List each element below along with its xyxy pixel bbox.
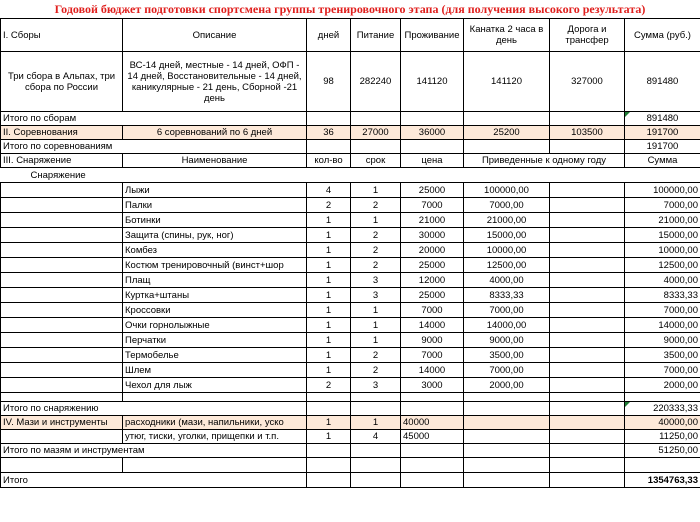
table-row — [1, 273, 700, 288]
equipment-col-per-year[interactable]: Приведенные к одному году — [464, 154, 625, 168]
equipment-item-sum[interactable]: 12500,00 — [625, 258, 700, 273]
equipment-sub-label[interactable]: Снаряжение — [30, 169, 86, 181]
table-row — [1, 198, 700, 213]
grand-total-label[interactable]: Итого — [1, 473, 307, 488]
equipment-item-name[interactable]: Шлем — [123, 363, 307, 378]
equipment-item-sum[interactable]: 7000,00 — [625, 198, 700, 213]
equipment-row-blank[interactable] — [550, 348, 625, 363]
grand-total[interactable]: 1354763,33 — [625, 473, 700, 488]
equipment-item-per-year[interactable]: 2000,00 — [464, 378, 550, 393]
equipment-item-per-year[interactable]: 21000,00 — [464, 213, 550, 228]
equipment-item-qty[interactable]: 1 — [307, 273, 351, 288]
sbory-sum[interactable]: 891480 — [625, 52, 700, 112]
equipment-item-term[interactable]: 3 — [351, 378, 401, 393]
equipment-col-term[interactable]: срок — [351, 154, 401, 168]
equipment-row-blank[interactable] — [1, 348, 123, 363]
sbory-total[interactable]: 891480 — [625, 112, 700, 126]
table-row — [1, 288, 700, 303]
equipment-row-blank[interactable] — [1, 183, 123, 198]
equipment-item-per-year[interactable]: 14000,00 — [464, 318, 550, 333]
header-sbory[interactable]: I. Сборы — [1, 19, 123, 52]
equipment-item-qty[interactable]: 4 — [307, 183, 351, 198]
equipment-item-price[interactable]: 3000 — [401, 378, 464, 393]
equipment-item-price[interactable]: 7000 — [401, 348, 464, 363]
equipment-row-blank[interactable] — [550, 303, 625, 318]
equipment-label[interactable]: III. Снаряжение — [1, 154, 123, 168]
header-pitanie[interactable]: Питание — [351, 19, 401, 52]
ointments-total-label[interactable]: Итого по мазям и инструментам — [1, 444, 307, 458]
equipment-item-price[interactable]: 21000 — [401, 213, 464, 228]
equipment-item-name[interactable]: Термобелье — [123, 348, 307, 363]
equipment-item-per-year[interactable]: 100000,00 — [464, 183, 550, 198]
equipment-item-price[interactable]: 9000 — [401, 333, 464, 348]
table-row — [1, 228, 700, 243]
equipment-item-name[interactable]: Лыжи — [123, 183, 307, 198]
equipment-item-qty[interactable]: 1 — [307, 348, 351, 363]
sbory-lodging[interactable]: 141120 — [401, 52, 464, 112]
equipment-row-blank[interactable] — [550, 243, 625, 258]
equipment-item-per-year[interactable]: 7000,00 — [464, 363, 550, 378]
equipment-item-sum[interactable]: 15000,00 — [625, 228, 700, 243]
equipment-item-sum[interactable]: 100000,00 — [625, 183, 700, 198]
equipment-item-term[interactable]: 2 — [351, 228, 401, 243]
equipment-row-blank[interactable] — [1, 378, 123, 393]
equipment-item-price[interactable]: 14000 — [401, 318, 464, 333]
competitions-label[interactable]: II. Соревнования — [1, 126, 123, 140]
equipment-item-qty[interactable]: 2 — [307, 198, 351, 213]
equipment-item-sum[interactable]: 7000,00 — [625, 303, 700, 318]
equipment-item-name[interactable]: Ботинки — [123, 213, 307, 228]
competitions-description[interactable]: 6 соревнований по 6 дней — [123, 126, 307, 140]
header-summa[interactable]: Сумма (руб.) — [625, 19, 700, 52]
ointments-row2-name[interactable]: утюг, тиски, уголки, прищепки и т.п. — [123, 430, 307, 444]
equipment-item-term[interactable]: 1 — [351, 213, 401, 228]
equipment-col-qty[interactable]: кол-во — [307, 154, 351, 168]
equipment-item-qty[interactable]: 1 — [307, 333, 351, 348]
equipment-item-sum[interactable]: 10000,00 — [625, 243, 700, 258]
equipment-row-blank[interactable] — [1, 228, 123, 243]
equipment-item-term[interactable]: 1 — [351, 333, 401, 348]
sbory-lift[interactable]: 141120 — [464, 52, 550, 112]
equipment-item-price[interactable]: 25000 — [401, 183, 464, 198]
ointments-row2-sum[interactable]: 11250,00 — [625, 430, 700, 444]
equipment-item-term[interactable]: 1 — [351, 303, 401, 318]
equipment-item-name[interactable]: Перчатки — [123, 333, 307, 348]
equipment-row-blank[interactable] — [550, 378, 625, 393]
sbory-travel[interactable]: 327000 — [550, 52, 625, 112]
equipment-item-name[interactable]: Кроссовки — [123, 303, 307, 318]
equipment-item-term[interactable]: 1 — [351, 318, 401, 333]
header-opisanie[interactable]: Описание — [123, 19, 307, 52]
equipment-item-per-year[interactable]: 3500,00 — [464, 348, 550, 363]
header-doroga[interactable]: Дорога и трансфер — [550, 19, 625, 52]
sbory-food[interactable]: 282240 — [351, 52, 401, 112]
ointments-row1-price[interactable]: 40000 — [401, 416, 464, 430]
equipment-item-per-year[interactable]: 4000,00 — [464, 273, 550, 288]
ointments-row2-term[interactable]: 4 — [351, 430, 401, 444]
equipment-item-sum[interactable]: 7000,00 — [625, 363, 700, 378]
header-prozhivanie[interactable]: Проживание — [401, 19, 464, 52]
competitions-sum[interactable]: 191700 — [625, 126, 700, 140]
sbory-name[interactable]: Три сбора в Альпах, три сбора по России — [1, 52, 123, 112]
equipment-item-price[interactable]: 25000 — [401, 258, 464, 273]
sbory-days[interactable]: 98 — [307, 52, 351, 112]
equipment-row-blank[interactable] — [1, 243, 123, 258]
equipment-row-blank[interactable] — [550, 228, 625, 243]
ointments-row2-price[interactable]: 45000 — [401, 430, 464, 444]
equipment-row-blank[interactable] — [1, 318, 123, 333]
ointments-label[interactable]: IV. Мази и инструменты — [1, 416, 123, 430]
equipment-item-name[interactable]: Плащ — [123, 273, 307, 288]
equipment-row-blank[interactable] — [1, 273, 123, 288]
table-row — [1, 213, 700, 228]
equipment-item-sum[interactable]: 21000,00 — [625, 213, 700, 228]
equipment-row-blank[interactable] — [550, 363, 625, 378]
equipment-item-name[interactable]: Куртка+штаны — [123, 288, 307, 303]
equipment-item-term[interactable]: 2 — [351, 363, 401, 378]
budget-table — [0, 18, 700, 488]
equipment-rows — [1, 183, 700, 393]
page-title: Годовой бюджет подготовки спортсмена группы тренировочного этапа (для получения высокого результата) — [54, 2, 646, 16]
table-row — [1, 258, 700, 273]
equipment-item-price[interactable]: 12000 — [401, 273, 464, 288]
competitions-food[interactable]: 27000 — [351, 126, 401, 140]
equipment-item-price[interactable]: 25000 — [401, 288, 464, 303]
equipment-item-sum[interactable]: 14000,00 — [625, 318, 700, 333]
equipment-item-name[interactable]: Костюм тренировочный (винст+шор — [123, 258, 307, 273]
equipment-row-blank[interactable] — [550, 258, 625, 273]
sbory-total-label[interactable]: Итого по сборам — [1, 112, 307, 126]
sbory-description[interactable]: ВС-14 дней, местные - 14 дней, ОФП - 14 дней, Восстановительные - 14 дней, каникулярные - 21 день, Сборной -21 день — [123, 52, 307, 112]
equipment-col-sum[interactable]: Сумма — [625, 154, 700, 168]
equipment-row-blank[interactable] — [550, 288, 625, 303]
equipment-item-per-year[interactable]: 12500,00 — [464, 258, 550, 273]
competitions-travel[interactable]: 103500 — [550, 126, 625, 140]
equipment-item-qty[interactable]: 1 — [307, 258, 351, 273]
competitions-total[interactable]: 191700 — [625, 140, 700, 154]
equipment-row-blank[interactable] — [550, 183, 625, 198]
equipment-item-name[interactable]: Комбез — [123, 243, 307, 258]
table-row — [1, 348, 700, 363]
ointments-row2-qty[interactable]: 1 — [307, 430, 351, 444]
equipment-item-name[interactable]: Палки — [123, 198, 307, 213]
ointments-row1-name[interactable]: расходники (мази, напильники, уско — [123, 416, 307, 430]
equipment-item-qty[interactable]: 1 — [307, 303, 351, 318]
competitions-total-label[interactable]: Итого по соревнованиям — [1, 140, 307, 154]
equipment-total[interactable]: 220333,33 — [625, 402, 700, 416]
equipment-col-price[interactable]: цена — [401, 154, 464, 168]
table-row — [1, 378, 700, 393]
ointments-row1-term[interactable]: 1 — [351, 416, 401, 430]
equipment-item-per-year[interactable]: 8333,33 — [464, 288, 550, 303]
equipment-item-sum[interactable]: 4000,00 — [625, 273, 700, 288]
equipment-item-sum[interactable]: 9000,00 — [625, 333, 700, 348]
equipment-item-per-year[interactable]: 10000,00 — [464, 243, 550, 258]
table-row — [1, 318, 700, 333]
equipment-item-term[interactable]: 2 — [351, 243, 401, 258]
equipment-item-per-year[interactable]: 7000,00 — [464, 198, 550, 213]
equipment-item-qty[interactable]: 1 — [307, 288, 351, 303]
equipment-row-blank[interactable] — [1, 363, 123, 378]
equipment-item-qty[interactable]: 1 — [307, 213, 351, 228]
table-row — [1, 243, 700, 258]
equipment-item-price[interactable]: 7000 — [401, 303, 464, 318]
equipment-row-blank[interactable] — [1, 288, 123, 303]
equipment-item-name[interactable]: Чехол для лыж — [123, 378, 307, 393]
equipment-col-name[interactable]: Наименование — [123, 154, 307, 168]
equipment-item-price[interactable]: 7000 — [401, 198, 464, 213]
equipment-row-blank[interactable] — [1, 213, 123, 228]
equipment-item-name[interactable]: Защита (спины, рук, ног) — [123, 228, 307, 243]
equipment-row-blank[interactable] — [1, 198, 123, 213]
equipment-item-qty[interactable]: 1 — [307, 318, 351, 333]
ointments-total[interactable]: 51250,00 — [625, 444, 700, 458]
equipment-row-blank[interactable] — [550, 273, 625, 288]
table-row — [1, 303, 700, 318]
equipment-item-sum[interactable]: 2000,00 — [625, 378, 700, 393]
table-row — [1, 183, 700, 198]
equipment-item-price[interactable]: 20000 — [401, 243, 464, 258]
ointments-row1-qty[interactable]: 1 — [307, 416, 351, 430]
competitions-days[interactable]: 36 — [307, 126, 351, 140]
equipment-row-blank[interactable] — [550, 213, 625, 228]
competitions-lodging[interactable]: 36000 — [401, 126, 464, 140]
equipment-total-label[interactable]: Итого по снаряжению — [1, 402, 307, 416]
equipment-row-blank[interactable] — [1, 258, 123, 273]
equipment-row-blank[interactable] — [1, 333, 123, 348]
equipment-item-qty[interactable]: 1 — [307, 363, 351, 378]
equipment-row-blank[interactable] — [550, 318, 625, 333]
equipment-item-term[interactable]: 2 — [351, 258, 401, 273]
equipment-item-qty[interactable]: 1 — [307, 228, 351, 243]
equipment-item-qty[interactable]: 1 — [307, 243, 351, 258]
table-row — [1, 363, 700, 378]
equipment-item-price[interactable]: 30000 — [401, 228, 464, 243]
equipment-item-price[interactable]: 14000 — [401, 363, 464, 378]
header-dney[interactable]: дней — [307, 19, 351, 52]
equipment-item-term[interactable]: 3 — [351, 273, 401, 288]
equipment-row-blank[interactable] — [1, 303, 123, 318]
equipment-item-sum[interactable]: 3500,00 — [625, 348, 700, 363]
equipment-item-per-year[interactable]: 9000,00 — [464, 333, 550, 348]
table-row — [1, 333, 700, 348]
equipment-item-term[interactable]: 3 — [351, 288, 401, 303]
equipment-row-blank[interactable] — [550, 333, 625, 348]
equipment-item-per-year[interactable]: 15000,00 — [464, 228, 550, 243]
equipment-item-qty[interactable]: 2 — [307, 378, 351, 393]
ointments-row1-sum[interactable]: 40000,00 — [625, 416, 700, 430]
header-kanatka[interactable]: Канатка 2 часа в день — [464, 19, 550, 52]
equipment-item-term[interactable]: 2 — [351, 198, 401, 213]
equipment-item-per-year[interactable]: 7000,00 — [464, 303, 550, 318]
equipment-item-name[interactable]: Очки горнолыжные — [123, 318, 307, 333]
equipment-row-blank[interactable] — [550, 198, 625, 213]
equipment-item-sum[interactable]: 8333,33 — [625, 288, 700, 303]
competitions-lift[interactable]: 25200 — [464, 126, 550, 140]
equipment-item-term[interactable]: 1 — [351, 183, 401, 198]
equipment-item-term[interactable]: 2 — [351, 348, 401, 363]
